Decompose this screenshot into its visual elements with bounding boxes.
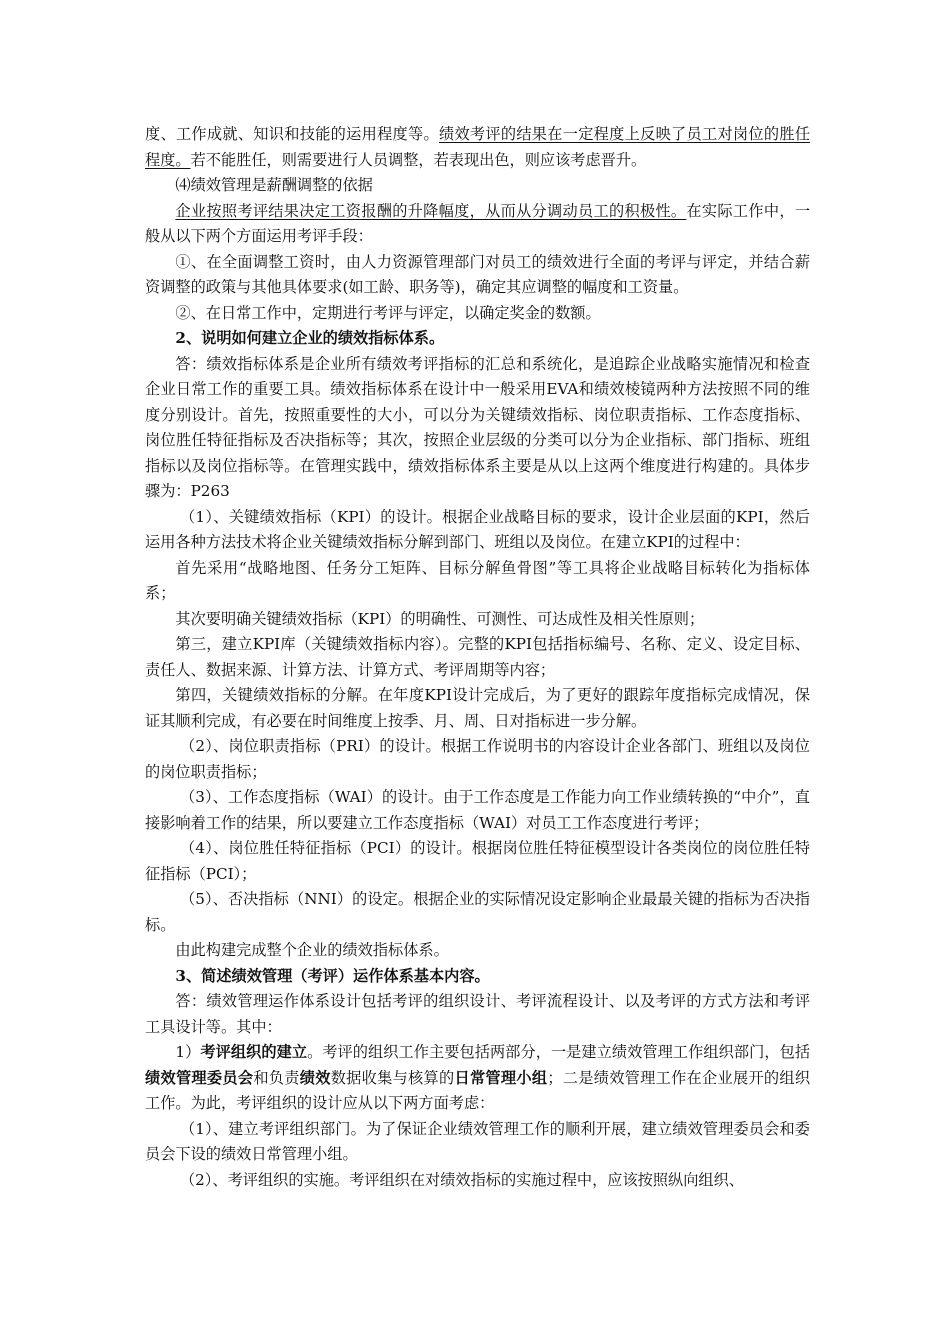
paragraph: ⑷绩效管理是薪酬调整的依据 bbox=[175, 176, 373, 194]
paragraph: 企业按照考评结果决定工资报酬的升降幅度，从而从分调动员工的积极性。在实际工作中，一般从以下两个方面运用考评手段： bbox=[145, 201, 811, 245]
paragraph: 1）考评组织的建立。考评的组织工作主要包括两部分，一是建立绩效管理工作组织部门，包括绩效管理委员会和负责绩效数据收集与核算的日常管理小组；二是绩效管理工作在企业展开的组织工作。为此，考评组织的设计应从以下两方面考虑： bbox=[145, 1043, 811, 1112]
paragraph: 第三，建立KPI库（关键绩效指标内容）。完整的KPI包括指标编号、名称、定义、设定目标、责任人、数据来源、计算方法、计算方式、考评周期等内容； bbox=[145, 635, 810, 679]
paragraph: ②、在日常工作中，定期进行考评与评定，以确定奖金的数额。 bbox=[175, 303, 601, 322]
paragraph: （2）、考评组织的实施。考评组织在对绩效指标的实施过程中，应该按照纵向组织、 bbox=[179, 1170, 744, 1189]
paragraph: （3）、工作态度指标（WAI）的设计。由于工作态度是工作能力向工作业绩转换的“中介”，直接影响着工作的结果，所以要建立工作态度指标（WAI）对员工工作态度进行考评； bbox=[145, 788, 810, 832]
paragraph: 首先采用“战略地图、任务分工矩阵、目标分解鱼骨图”等工具将企业战略目标转化为指标体系； bbox=[145, 558, 810, 602]
paragraph: 第四，关键绩效指标的分解。在年度KPI设计完成后，为了更好的跟踪年度指标完成情况，保证其顺利完成，有必要在时间维度上按季、月、周、日对指标进一步分解。 bbox=[145, 686, 810, 730]
bold-text: 日常管理小组 bbox=[454, 1068, 548, 1087]
paragraph: 度、工作成就、知识和技能的运用程度等。绩效考评的结果在一定程度上反映了员工对岗位的胜任程度。若不能胜任，则需要进行人员调整，若表现出色，则应该考虑晋升。 bbox=[145, 125, 811, 169]
underlined-text: 企业按照考评结果决定工资报酬的升降幅度，从而从分调动员工的积极性。 bbox=[175, 201, 687, 220]
paragraph: 其次要明确关键绩效指标（KPI）的明确性、可测性、可达成性及相关性原则； bbox=[175, 609, 705, 628]
paragraph: 答：绩效管理运作体系设计包括考评的组织设计、考评流程设计、以及考评的方式方法和考评工具设计等。其中： bbox=[145, 992, 810, 1036]
paragraph: （1）、关键绩效指标（KPI）的设计。根据企业战略目标的要求，设计企业层面的KPI，然后运用各种方法技术将企业关键绩效指标分解到部门、班组以及岗位。在建立KPI的过程中： bbox=[145, 507, 810, 551]
underlined-text: 绩效考评的结果在一定程度上反映了员工对岗位的胜任程度。 bbox=[145, 125, 811, 169]
paragraph: 由此构建完成整个企业的绩效指标体系。 bbox=[175, 941, 449, 959]
paragraph: （5）、否决指标（NNI）的设定。根据企业的实际情况设定影响企业最最关键的指标为否决指标。 bbox=[145, 890, 810, 934]
paragraph: （1）、建立考评组织部门。为了保证企业绩效管理工作的顺利开展，建立绩效管理委员会和委员会下设的绩效日常管理小组。 bbox=[145, 1119, 810, 1163]
paragraph: ①、在全面调整工资时，由人力资源管理部门对员工的绩效进行全面的考评与评定，并结合薪资调整的政策与其他具体要求(如工龄、职务等)，确定其应调整的幅度和工资量。 bbox=[145, 252, 810, 296]
section-heading: 2、说明如何建立企业的绩效指标体系。 bbox=[175, 329, 445, 347]
bold-text: 考评组织的建立 bbox=[200, 1043, 308, 1061]
section-heading: 3、简述绩效管理（考评）运作体系基本内容。 bbox=[175, 966, 490, 985]
bold-text: 绩效 bbox=[299, 1068, 331, 1087]
paragraph: （4）、岗位胜任特征指标（PCI）的设计。根据岗位胜任特征模型设计各类岗位的岗位胜任特征指标（PCI）； bbox=[145, 839, 810, 883]
bold-text: 绩效管理委员会 bbox=[145, 1068, 254, 1087]
paragraph: 答：绩效指标体系是企业所有绩效考评指标的汇总和系统化，是追踪企业战略实施情况和检查企业日常工作的重要工具。绩效指标体系在设计中一般采用EVA和绩效棱镜两种方法按照不同的维度分别设计。首先，按照重要性的大小，可以分为关键绩效指标、岗位职责指标、工作态度指标、岗位胜任特征指标及否决指标等；其次，按照企业层级的分类可以分为企业指标、部门指标、班组指标以及岗位指标等。在管理实践中，绩效指标体系主要是从以上这两个维度进行构建的。具体步骤为：P263 bbox=[145, 354, 810, 500]
paragraph: （2）、岗位职责指标（PRI）的设计。根据工作说明书的内容设计企业各部门、班组以及岗位的岗位职责指标； bbox=[145, 737, 810, 781]
document-body bbox=[145, 122, 810, 1193]
